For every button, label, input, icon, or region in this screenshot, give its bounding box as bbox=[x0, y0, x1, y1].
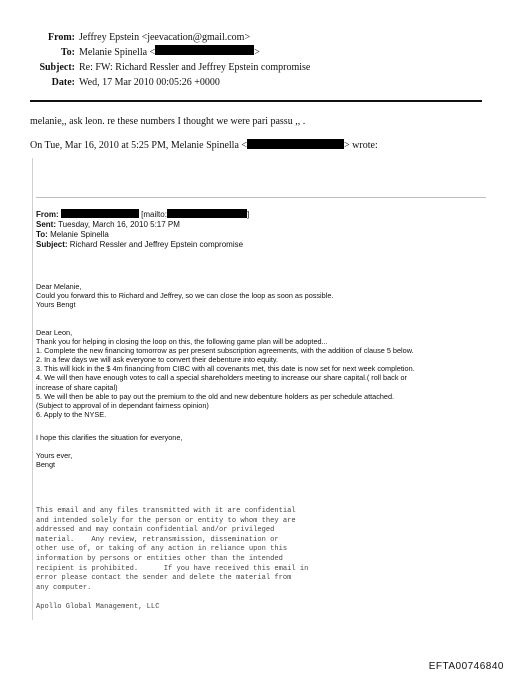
subject-row bbox=[0, 60, 310, 75]
fwd-subject-value: Richard Ressler and Jeffrey Epstein compromise bbox=[69, 240, 244, 249]
to-label: To: bbox=[60, 47, 75, 58]
fwd-subject-row bbox=[36, 240, 249, 250]
disclaimer-line: recipient is prohibited. If you have received this email in bbox=[36, 564, 309, 573]
date-row bbox=[0, 75, 310, 90]
message-line: 3. This will kick in the $ 4m financing from CIBC with all covenants met, this date is now set for next week completion. bbox=[36, 364, 415, 374]
fwd-to-row bbox=[36, 230, 249, 240]
subject-label: Subject: bbox=[39, 62, 75, 73]
disclaimer-line: any computer. bbox=[36, 583, 92, 592]
closing-line: I hope this clarifies the situation for everyone, bbox=[36, 433, 183, 442]
fwd-sent-value: Tuesday, March 16, 2010 5:17 PM bbox=[58, 220, 180, 229]
quote-bar bbox=[32, 158, 33, 620]
date-value: Wed, 17 Mar 2010 00:05:26 +0000 bbox=[79, 77, 220, 88]
to-row bbox=[0, 45, 310, 60]
message-bengt-to-melanie bbox=[36, 282, 333, 309]
fwd-to-label: To: bbox=[36, 230, 48, 239]
disclaimer-line: and intended solely for the person or entity to whom they are bbox=[36, 516, 296, 525]
message-line: 2. In a few days we will ask everyone to convert their debenture into equity. bbox=[36, 355, 279, 365]
message-bengt-to-leon bbox=[36, 328, 415, 419]
disclaimer-spacer bbox=[36, 593, 308, 603]
quote-intro-prefix: On Tue, Mar 16, 2010 at 5:25 PM, Melanie Spinella < bbox=[30, 140, 248, 151]
fwd-sent-row bbox=[36, 220, 249, 230]
header-divider bbox=[30, 100, 482, 102]
message-line: increase of share capital) bbox=[36, 382, 118, 392]
company-name: Apollo Global Management, LLC bbox=[36, 602, 160, 611]
fwd-mailto-suffix: ] bbox=[246, 210, 250, 219]
disclaimer-line: information by persons or entities other than the intended bbox=[36, 554, 283, 563]
disclaimer-line: This email and any files transmitted with it are confidential bbox=[36, 507, 296, 515]
confidentiality-disclaimer bbox=[36, 507, 308, 613]
fwd-mailto-prefix: [mailto: bbox=[141, 210, 167, 219]
fwd-from-row bbox=[36, 209, 249, 220]
reply-body: melanie,, ask leon. re these numbers I thought we were pari passu ,, . bbox=[30, 116, 306, 127]
signoff-line: Yours ever, bbox=[36, 451, 73, 460]
quote-intro-suffix: > wrote: bbox=[344, 140, 378, 151]
to-prefix: Melanie Spinella < bbox=[79, 47, 156, 58]
fwd-to-value: Melanie Spinella bbox=[50, 230, 109, 239]
disclaimer-line: error please contact the sender and delete the material from bbox=[36, 574, 292, 583]
date-label: Date: bbox=[51, 77, 75, 88]
document-id: EFTA00746840 bbox=[428, 661, 504, 672]
from-row bbox=[0, 30, 310, 45]
message-line: Yours Bengt bbox=[36, 300, 76, 310]
forwarded-divider bbox=[36, 197, 486, 198]
quote-intro bbox=[30, 139, 378, 152]
fwd-subject-label: Subject: bbox=[36, 240, 68, 249]
message-line: Dear Leon, bbox=[36, 328, 73, 337]
from-value: Jeffrey Epstein <jeevacation@gmail.com> bbox=[79, 32, 251, 43]
message-line: 1. Complete the new financing tomorrow as per present subscription agreements, with the addition of clause 5 below. bbox=[36, 346, 414, 356]
message-line: (Subject to approval of in dependant fairness opinion) bbox=[36, 400, 209, 410]
redaction-bar bbox=[61, 209, 139, 218]
message-line: 6. Apply to the NYSE. bbox=[36, 409, 107, 419]
message-line: Thank you for helping in closing the loop on this, the following game plan will be adopted... bbox=[36, 337, 328, 347]
message-line: 4. We will then have enough votes to call a special shareholders meeting to increase our share capital.( roll back or bbox=[36, 373, 407, 383]
subject-value: Re: FW: Richard Ressler and Jeffrey Epstein compromise bbox=[79, 62, 311, 73]
signoff-line: Bengt bbox=[36, 460, 56, 470]
fwd-sent-label: Sent: bbox=[36, 220, 56, 229]
message-line: Dear Melanie, bbox=[36, 282, 82, 291]
email-header bbox=[0, 30, 310, 90]
redaction-bar bbox=[167, 209, 250, 219]
from-label: From: bbox=[47, 32, 75, 43]
redaction-bar bbox=[247, 139, 344, 149]
disclaimer-line: material. Any review, retransmission, dissemination or bbox=[36, 535, 279, 544]
message-line: 5. We will then be able to pay out the premium to the old and new debenture holders as per schedule attached. bbox=[36, 391, 395, 401]
fwd-from-label: From: bbox=[36, 210, 59, 219]
disclaimer-line: addressed and may contain confidential and/or privileged bbox=[36, 526, 275, 535]
forwarded-header bbox=[36, 209, 249, 250]
signoff bbox=[36, 451, 72, 469]
message-line: Could you forward this to Richard and Jeffrey, so we can close the loop as soon as possible. bbox=[36, 291, 334, 301]
disclaimer-line: other use of, or taking of any action in reliance upon this bbox=[36, 545, 288, 554]
to-suffix: > bbox=[254, 47, 260, 58]
redaction-bar bbox=[155, 45, 254, 55]
